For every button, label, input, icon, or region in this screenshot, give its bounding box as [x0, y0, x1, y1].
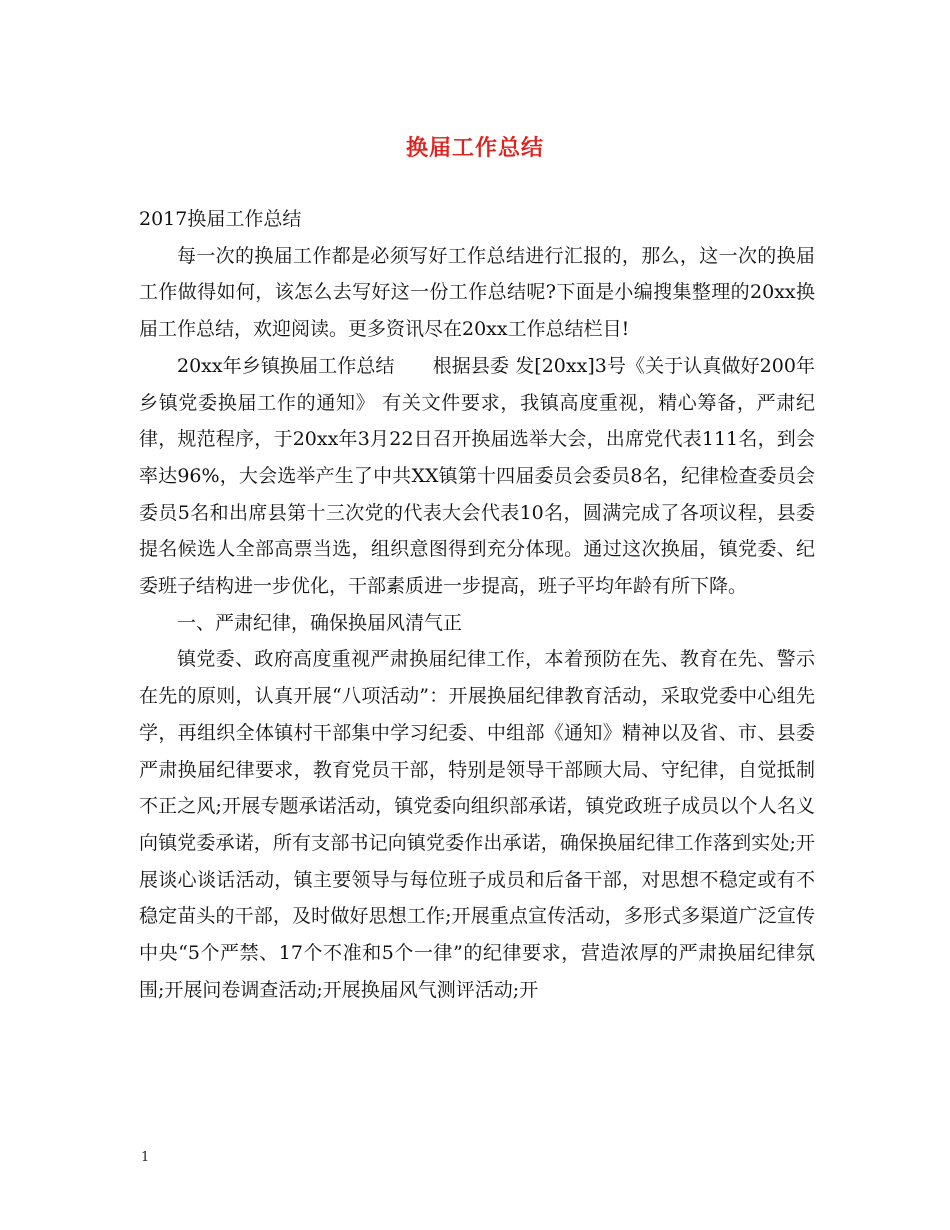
paragraph-discipline: 镇党委、政府高度重视严肃换届纪律工作，本着预防在先、教育在先、警示在先的原则，认真开展“八项活动”：开展换届纪律教育活动，采取党委中心组先学，再组织全体镇村干部集中学习纪委、中组部《通知》精神以及省、市、县委严肃换届纪律要求，教育党员干部，特别是领导干部顾大局、守纪律，自觉抵制不正之风;开展专题承诺活动，镇党委向组织部承诺，镇党政班子成员以个人名义向镇党委承诺，所有支部书记向镇党委作出承诺，确保换届纪律工作落到实处;开展谈心谈话活动，镇主要领导与每位班子成员和后备干部，对思想不稳定或有不稳定苗头的干部，及时做好思想工作;开展重点宣传活动，多形式多渠道广泛宣传中央“5个严禁、17个不准和5个一律”的纪律要求，营造浓厚的严肃换届纪律氛围;开展问卷调查活动;开展换届风气测评活动;开 — [139, 648, 815, 1001]
page-number: 1 — [141, 1150, 150, 1165]
paragraph-summary: 20xx年乡镇换届工作总结 根据县委 发[20xx]3号《关于认真做好200年乡镇党委换届工作的通知》 有关文件要求，我镇高度重视，精心筹备，严肃纪律，规范程序，于20xx年3月22日召开换届选举大会，出席党代表111名，到会率达96%，大会选举产生了中共XX镇第十四届委员会委员8名，纪律检查委员会委员5名和出席县第十三次党的代表大会代表10名，圆满完成了各项议程，县委提名候选人全部高票当选，组织意图得到充分体现。通过这次换届，镇党委、纪委班子结构进一步优化，干部素质进一步提高，班子平均年龄有所下降。 — [139, 354, 815, 598]
subtitle-line: 2017换届工作总结 — [139, 208, 302, 230]
document-title: 换届工作总结 — [405, 135, 544, 161]
document-body — [139, 201, 815, 1008]
section-heading: 一、严肃纪律，确保换届风清气正 — [177, 611, 463, 634]
paragraph-intro: 每一次的换届工作都是必须写好工作总结进行汇报的，那么，这一次的换届工作做得如何，该怎么去写好这一份工作总结呢?下面是小编搜集整理的20xx换届工作总结，欢迎阅读。更多资讯尽在20xx工作总结栏目! — [139, 244, 815, 341]
